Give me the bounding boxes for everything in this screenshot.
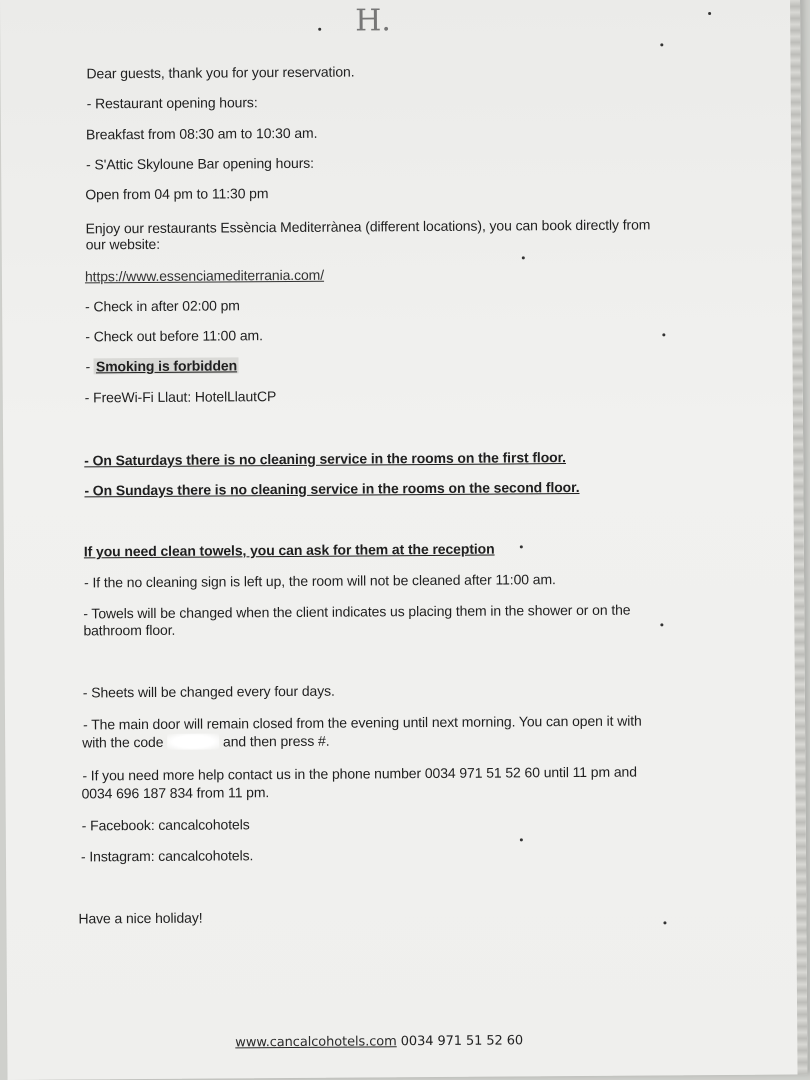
handwritten-mark: H.	[355, 3, 391, 39]
footer	[235, 1032, 523, 1052]
facebook-handle: - Facebook: cancalcohotels	[81, 816, 250, 834]
sunday-cleaning-notice: - On Sundays there is no cleaning service in the rooms on the second floor.	[84, 478, 580, 499]
help-contact-line-1: - If you need more help contact us in the phone number 0034 971 51 52 60 until 11 pm and	[82, 763, 637, 784]
speck	[660, 623, 663, 626]
saturday-cleaning-notice: - On Saturdays there is no cleaning service in the rooms on the first floor.	[84, 449, 566, 469]
door-code-suffix: and then press #.	[219, 732, 330, 750]
footer-phone: 0034 971 51 52 60	[396, 1033, 524, 1050]
instagram-handle: - Instagram: cancalcohotels.	[80, 847, 254, 865]
paper-edge	[790, 0, 808, 1074]
footer-website-link[interactable]: www.cancalcohotels.com	[235, 1034, 397, 1051]
main-door-line-2	[82, 732, 329, 752]
wifi-info: - FreeWi-Fi Llaut: HotelLlautCP	[84, 388, 277, 406]
enjoy-restaurants-line-1: Enjoy our restaurants Essència Mediterrànea (different locations), you can book directly from	[85, 216, 651, 237]
towels-reception-notice: If you need clean towels, you can ask for them at the reception	[83, 540, 495, 560]
help-contact-line-2: 0034 696 187 834 from 11 pm.	[81, 784, 270, 802]
speck	[522, 256, 525, 259]
door-code-prefix: with the code	[82, 733, 168, 751]
speck	[318, 28, 321, 31]
restaurant-website-link[interactable]: https://www.essenciamediterrania.com/	[84, 266, 325, 285]
main-door-line-1: - The main door will remain closed from the evening until next morning. You can open it with	[83, 712, 642, 733]
speck	[520, 838, 523, 841]
checkin-time: - Check in after 02:00 pm	[85, 297, 240, 315]
redacted-code	[167, 733, 219, 749]
smoking-notice	[85, 356, 239, 375]
holiday-greeting: Have a nice holiday!	[78, 909, 203, 927]
towels-change-line-2: bathroom floor.	[83, 621, 176, 639]
no-cleaning-sign-text: - If the no cleaning sign is left up, the room will not be cleaned after 11:00 am.	[84, 571, 556, 591]
restaurant-hours-heading: - Restaurant opening hours:	[86, 94, 258, 112]
speck	[660, 43, 663, 46]
towels-change-line-1: - Towels will be changed when the client indicates us placing them in the shower or on the	[83, 601, 631, 622]
checkout-time: - Check out before 11:00 am.	[85, 327, 263, 345]
speck	[663, 921, 666, 924]
speck	[520, 545, 523, 548]
greeting-text: Dear guests, thank you for your reservation.	[86, 63, 355, 82]
speck	[708, 12, 711, 15]
smoking-prefix: -	[85, 358, 94, 375]
smoking-forbidden-text: Smoking is forbidden	[95, 357, 238, 375]
breakfast-hours: Breakfast from 08:30 am to 10:30 am.	[85, 124, 318, 143]
enjoy-restaurants-line-2: our website:	[85, 235, 161, 253]
bar-open-hours: Open from 04 pm to 11:30 pm	[85, 185, 269, 203]
bar-hours-heading: - S'Attic Skyloune Bar opening hours:	[86, 154, 314, 173]
sheets-change-text: - Sheets will be changed every four days.	[82, 682, 335, 701]
speck	[662, 333, 665, 336]
